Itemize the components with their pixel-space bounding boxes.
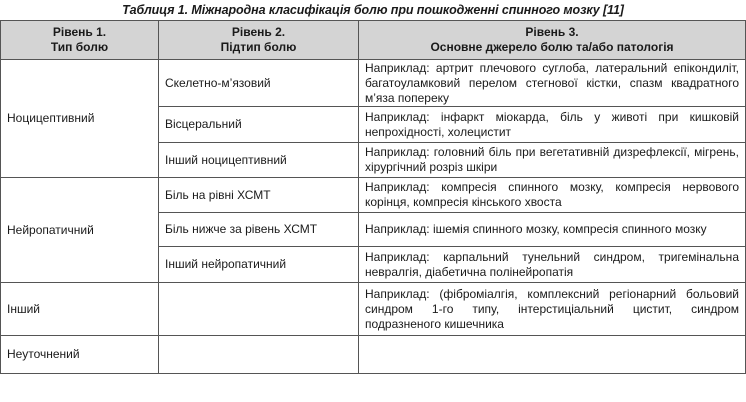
pain-source-cell: Наприклад: карпальний тунельний синдром, тригемінальна невралгія, діабетична полінейропатія: [359, 247, 746, 283]
header-level-2-title: Рівень 2.: [231, 25, 286, 39]
header-row: [1, 21, 746, 60]
pain-source-cell: Наприклад: інфаркт міокарда, біль у животі при кишковій непрохідності, холецистит: [359, 107, 746, 143]
table-row: [1, 178, 746, 213]
pain-source-cell: Наприклад: артрит плечового суглоба, латеральний епікондиліт, багатоуламковий перелом стегнової кістки, спазм квадратного м’яза поперeку: [359, 60, 746, 107]
pain-type-cell: Інший: [1, 283, 159, 336]
pain-subtype-cell: [159, 336, 359, 374]
pain-subtype-cell: Інший ноцицептивний: [159, 143, 359, 178]
pain-subtype-cell: Біль нижче за рівень ХСМТ: [159, 213, 359, 247]
pain-subtype-cell: Скелетно-м’язовий: [159, 60, 359, 107]
pain-subtype-cell: Вісцеральний: [159, 107, 359, 143]
header-level-2: [159, 21, 359, 60]
table-caption: Таблиця 1. Міжнародна класифікація болю при пошкодженні спинного мозку [11]: [122, 3, 624, 17]
pain-type-cell: Неуточнений: [1, 336, 159, 374]
pain-source-cell: [359, 336, 746, 374]
header-level-1: [1, 21, 159, 60]
pain-type-cell: Ноцицептивний: [1, 60, 159, 178]
pain-source-cell: Наприклад: компресія спинного мозку, компресія нервового корінця, компресія кінського хвоста: [359, 178, 746, 213]
table-row: [1, 60, 746, 107]
header-level-3-title: Рівень 3.: [525, 25, 579, 39]
table-row: [1, 336, 746, 374]
pain-subtype-cell: Інший нейропатичний: [159, 247, 359, 283]
table-row: [1, 283, 746, 336]
pain-source-cell: Наприклад: головний біль при вегетативній дизрефлексії, мігрень, хірургічний розріз шкіри: [359, 143, 746, 178]
pain-classification-table: [0, 20, 746, 374]
header-level-3-subtitle: Основне джерело болю та/або патологія: [430, 40, 674, 54]
header-level-1-title: Рівень 1.: [52, 25, 107, 39]
header-level-3: [359, 21, 746, 60]
header-level-1-subtitle: Тип болю: [50, 40, 109, 54]
pain-source-cell: Наприклад: (фіброміалгія, комплексний регіонарний больовий синдром 1-го типу, інтерстиціальний цистит, синдром подразненого кишечника: [359, 283, 746, 336]
pain-type-cell: Нейропатичний: [1, 178, 159, 283]
pain-source-cell: Наприклад: ішемія спинного мозку, компресія спинного мозку: [359, 213, 746, 247]
pain-subtype-cell: [159, 283, 359, 336]
pain-subtype-cell: Біль на рівні ХСМТ: [159, 178, 359, 213]
header-level-2-subtitle: Підтип болю: [220, 40, 297, 54]
